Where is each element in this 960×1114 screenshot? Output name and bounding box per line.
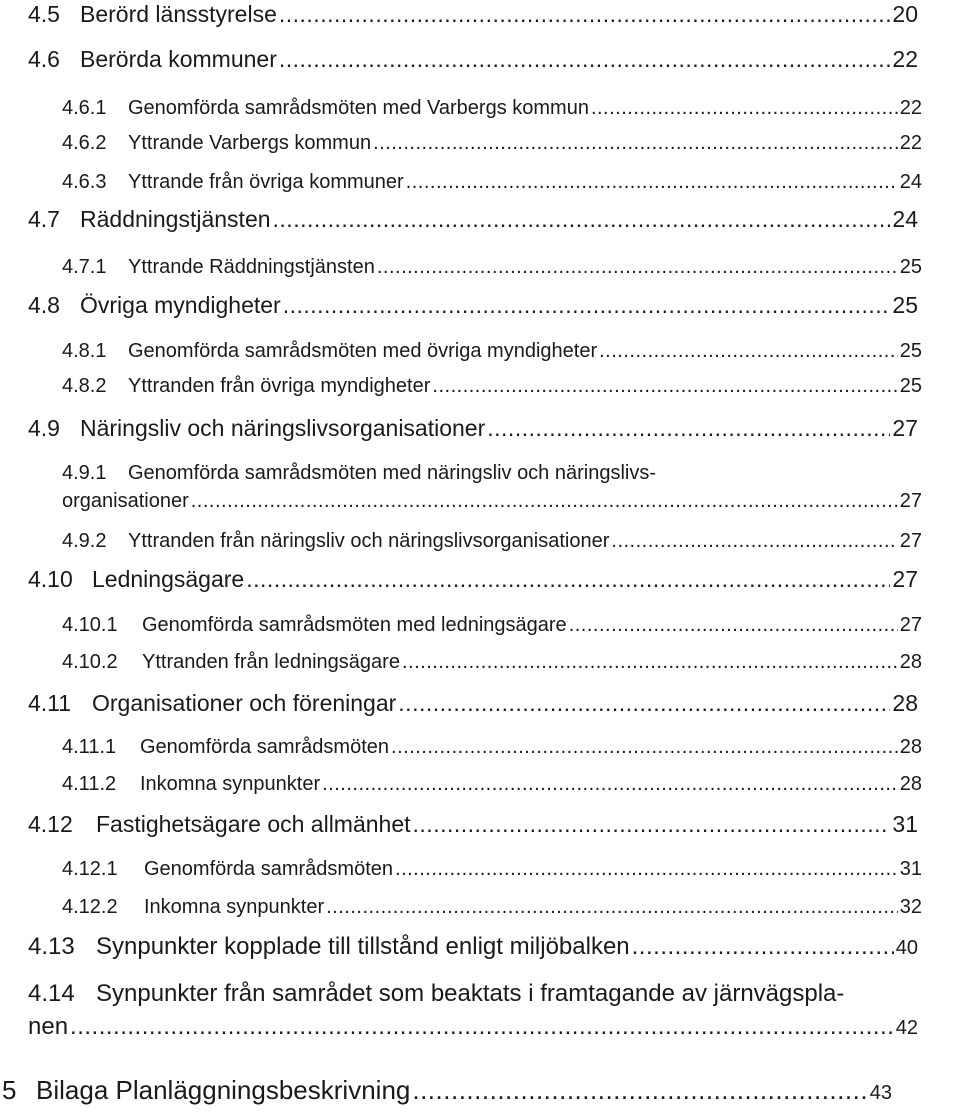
toc-entry-number: 4.12.2	[62, 896, 118, 918]
dot-leader	[246, 566, 890, 593]
toc-entry-number: 4.12.1	[62, 858, 118, 880]
toc-entry-title: Yttrande Varbergs kommun	[128, 132, 372, 154]
toc-entry[interactable]	[28, 690, 918, 717]
toc-entry-number: 4.6.3	[62, 171, 107, 193]
toc-entry-title-continued: organisationer	[62, 490, 189, 512]
toc-entry[interactable]	[62, 614, 922, 637]
dot-leader	[599, 340, 898, 363]
toc-entry-number: 4.10.1	[62, 614, 118, 636]
toc-entry-title: Genomförda samrådsmöten med ledningsägare	[142, 614, 567, 636]
toc-entry-page: 27	[899, 490, 922, 512]
toc-entry[interactable]	[62, 858, 922, 881]
toc-entry-page: 40	[895, 937, 918, 959]
toc-entry-page: 22	[899, 132, 922, 154]
toc-entry-title: Genomförda samrådsmöten	[144, 858, 394, 880]
dot-leader	[279, 1, 891, 28]
dot-leader	[591, 97, 898, 120]
toc-entry-title: Berörd länsstyrelse	[80, 1, 277, 27]
toc-entry-number: 4.13	[28, 933, 75, 960]
toc-entry[interactable]	[2, 1075, 892, 1106]
toc-entry-title: Räddningstjänsten	[80, 206, 271, 232]
toc-entry-page: 27	[892, 566, 918, 592]
toc-entry-number: 4.8.2	[62, 375, 107, 397]
toc-entry-title: Näringsliv och näringslivsorganisationer	[80, 415, 486, 441]
toc-entry[interactable]	[62, 340, 922, 363]
dot-leader	[326, 896, 898, 919]
toc-entry-page: 27	[899, 614, 922, 636]
toc-entry-number: 4.6.2	[62, 132, 107, 154]
dot-leader	[279, 46, 891, 73]
toc-entry-title: Yttranden från näringsliv och näringslivsorganisationer	[128, 530, 610, 552]
dot-leader	[322, 773, 898, 796]
toc-entry-title: Ledningsägare	[92, 566, 245, 592]
toc-entry[interactable]	[28, 415, 918, 442]
toc-entry-page: 31	[899, 858, 922, 880]
toc-entry-page: 24	[899, 171, 922, 193]
toc-entry-title: Övriga myndigheter	[80, 292, 281, 318]
toc-entry-number: 4.9.2	[62, 530, 107, 552]
toc-entry-title: Inkomna synpunkter	[144, 896, 325, 918]
toc-entry-page: 22	[892, 46, 918, 72]
toc-entry-number: 4.5	[28, 1, 60, 27]
toc-entry-page: 25	[899, 375, 922, 397]
toc-entry[interactable]	[62, 490, 922, 513]
toc-entry[interactable]	[28, 206, 918, 233]
toc-entry-number: 4.6.1	[62, 97, 107, 119]
toc-entry[interactable]	[62, 651, 922, 674]
dot-leader	[283, 292, 891, 319]
toc-entry-page: 31	[892, 811, 918, 837]
toc-entry[interactable]	[62, 773, 922, 796]
dot-leader	[391, 736, 898, 759]
dot-leader	[432, 375, 897, 398]
toc-entry-page: 28	[899, 736, 922, 758]
toc-entry-title-continued: nen	[28, 1013, 69, 1040]
toc-entry[interactable]	[28, 566, 918, 593]
dot-leader	[377, 256, 898, 279]
dot-leader	[398, 690, 890, 717]
toc-entry[interactable]	[62, 530, 922, 553]
toc-entry-number: 4.7.1	[62, 256, 107, 278]
toc-entry-number: 5	[2, 1075, 17, 1105]
toc-entry-number: 4.14	[28, 980, 75, 1007]
toc-entry-title: Genomförda samrådsmöten med näringsliv och näringslivs-	[128, 462, 657, 484]
toc-entry-title: Genomförda samrådsmöten med Varbergs kommun	[128, 97, 589, 119]
toc-entry-title: Bilaga Planläggningsbeskrivning	[36, 1075, 411, 1105]
toc-entry-page: 32	[899, 896, 922, 918]
toc-entry-number: 4.8	[28, 292, 60, 318]
dot-leader	[70, 1013, 894, 1041]
dot-leader	[406, 171, 898, 194]
toc-entry[interactable]	[28, 933, 918, 961]
toc-entry-number: 4.11.1	[62, 736, 117, 758]
toc-entry-number: 4.11.2	[62, 773, 117, 795]
dot-leader	[191, 490, 898, 513]
dot-leader	[569, 614, 898, 637]
toc-entry-page: 43	[869, 1082, 892, 1104]
toc-entry-title: Fastighetsägare och allmänhet	[96, 811, 411, 837]
toc-entry-title: Synpunkter kopplade till tillstånd enligt miljöbalken	[96, 933, 630, 960]
toc-entry-number: 4.10.2	[62, 651, 118, 673]
dot-leader	[402, 651, 898, 674]
toc-entry-page: 27	[892, 415, 918, 441]
toc-entry-page: 28	[899, 773, 922, 795]
toc-entry[interactable]	[62, 736, 922, 759]
toc-entry-number: 4.10	[28, 566, 73, 592]
toc-entry-number: 4.9.1	[62, 462, 107, 484]
toc-entry-title: Organisationer och föreningar	[92, 690, 397, 716]
toc-entry-page: 20	[892, 1, 918, 27]
toc-entry-page: 25	[899, 340, 922, 362]
toc-entry[interactable]	[62, 256, 922, 279]
toc-entry-page: 42	[895, 1017, 918, 1039]
toc-entry-title: Yttranden från övriga myndigheter	[128, 375, 431, 397]
toc-entry-page: 22	[899, 97, 922, 119]
toc-entry-page: 28	[892, 690, 918, 716]
toc-entry[interactable]	[62, 171, 922, 194]
toc-entry-number: 4.8.1	[62, 340, 107, 362]
toc-entry-first-line[interactable]	[62, 462, 656, 485]
toc-entry-number: 4.6	[28, 46, 60, 72]
toc-entry-page: 28	[899, 651, 922, 673]
toc-entry-page: 24	[892, 206, 918, 232]
toc-entry-title: Inkomna synpunkter	[140, 773, 321, 795]
toc-entry-number: 4.12	[28, 811, 73, 837]
toc-entry-title: Genomförda samrådsmöten	[140, 736, 390, 758]
toc-entry-title: Yttranden från ledningsägare	[142, 651, 400, 673]
dot-leader	[373, 132, 898, 155]
toc-entry-page: 27	[899, 530, 922, 552]
toc-entry[interactable]	[62, 97, 922, 120]
dot-leader	[413, 811, 891, 838]
toc-entry-number: 4.9	[28, 415, 60, 441]
toc-entry[interactable]	[62, 375, 922, 398]
dot-leader	[273, 206, 891, 233]
toc-entry-first-line[interactable]	[28, 980, 844, 1008]
toc-entry[interactable]	[28, 1, 918, 28]
toc-entry-title: Yttrande från övriga kommuner	[128, 171, 404, 193]
dot-leader	[412, 1075, 867, 1106]
toc-entry[interactable]	[28, 292, 918, 319]
toc-entry-title: Berörda kommuner	[80, 46, 277, 72]
toc-entry-title: Synpunkter från samrådet som beaktats i framtagande av järnvägspla-	[96, 980, 845, 1007]
dot-leader	[611, 530, 897, 553]
toc-entry[interactable]	[28, 46, 918, 73]
toc-entry-number: 4.11	[28, 690, 72, 716]
toc-entry-page: 25	[892, 292, 918, 318]
toc-entry[interactable]	[62, 896, 922, 919]
toc-entry[interactable]	[28, 811, 918, 838]
toc-entry-number: 4.7	[28, 206, 60, 232]
dot-leader	[395, 858, 898, 881]
dot-leader	[487, 415, 890, 442]
toc-entry-title: Genomförda samrådsmöten med övriga myndigheter	[128, 340, 598, 362]
toc-entry-title: Yttrande Räddningstjänsten	[128, 256, 375, 278]
dot-leader	[632, 933, 894, 961]
toc-entry-page: 25	[899, 256, 922, 278]
toc-entry[interactable]	[62, 132, 922, 155]
toc-entry[interactable]	[28, 1013, 918, 1041]
